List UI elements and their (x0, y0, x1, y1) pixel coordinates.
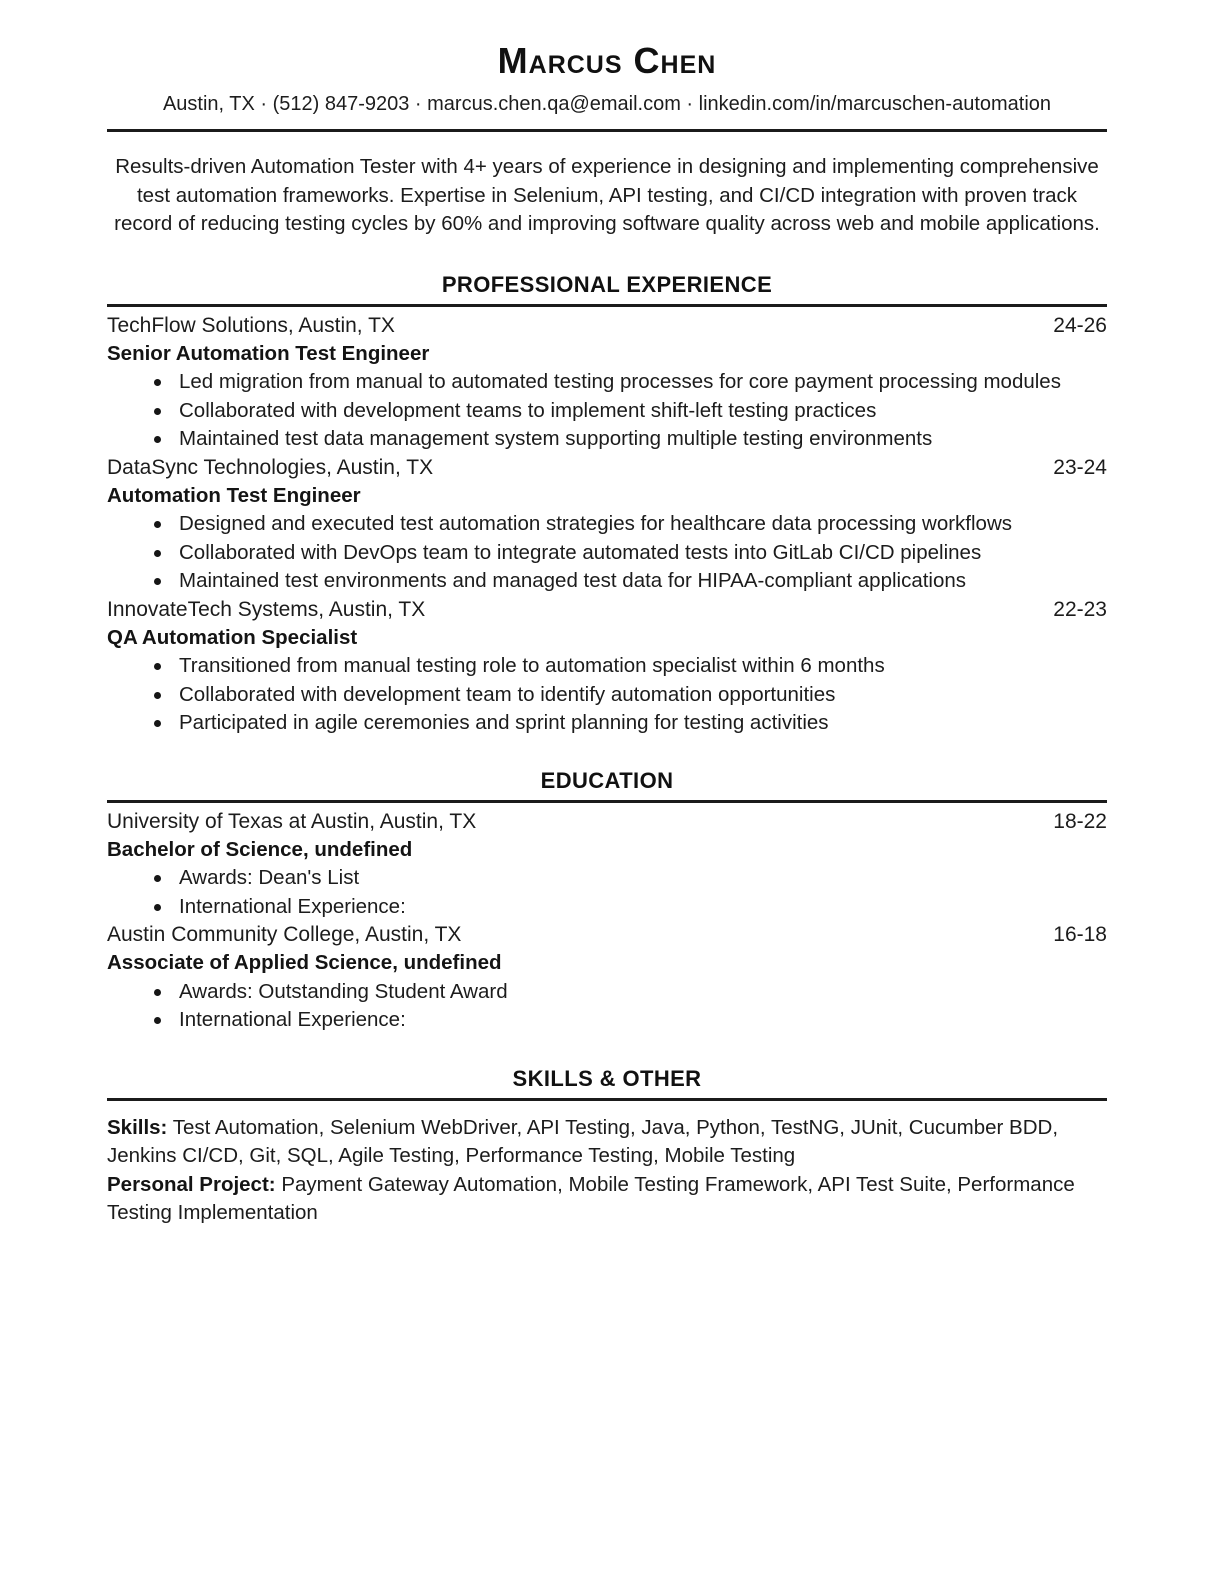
skills-label: Skills: (107, 1115, 168, 1139)
bullet-icon (154, 663, 161, 670)
school-name: University of Texas at Austin, Austin, TX (107, 809, 477, 833)
section-education (107, 768, 1107, 1035)
bullet-text: Transitioned from manual testing role to automation specialist within 6 months (179, 654, 885, 677)
bullet-item (107, 368, 1107, 397)
job-role: QA Automation Specialist (107, 625, 358, 649)
company-name: InnovateTech Systems, Austin, TX (107, 597, 426, 621)
bullet-text: International Experience: (179, 894, 406, 918)
bullet-icon (154, 989, 161, 996)
bullet-text: Awards: Outstanding Student Award (179, 979, 508, 1003)
education-dates: 16-18 (1053, 923, 1107, 946)
bullet-icon (154, 408, 161, 415)
section-title-education: EDUCATION (540, 767, 674, 793)
header-divider (107, 129, 1107, 132)
experience-divider (107, 304, 1107, 307)
company-name: TechFlow Solutions, Austin, TX (107, 313, 395, 337)
company-name: DataSync Technologies, Austin, TX (107, 455, 434, 479)
bullet-icon (154, 436, 161, 443)
job-bullet-list (107, 368, 1107, 454)
bullet-text: Participated in agile ceremonies and sprint planning for testing activities (179, 711, 829, 734)
bullet-item (107, 709, 1107, 738)
job-entry (107, 312, 1107, 454)
job-entry (107, 454, 1107, 596)
bullet-item (107, 893, 1107, 922)
bullet-item (107, 864, 1107, 893)
bullet-text: Collaborated with DevOps team to integrate automated tests into GitLab CI/CD pipelines (179, 540, 982, 564)
bullet-item (107, 1006, 1107, 1035)
bullet-icon (154, 1017, 161, 1024)
bullet-item (107, 652, 1107, 681)
education-entry (107, 921, 1107, 1035)
bullet-item (107, 539, 1107, 568)
bullet-icon (154, 521, 161, 528)
section-experience (107, 272, 1107, 738)
education-bullet-list (107, 978, 1107, 1035)
job-role: Automation Test Engineer (107, 483, 361, 507)
bullet-item (107, 397, 1107, 426)
section-title-experience: PROFESSIONAL EXPERIENCE (441, 271, 773, 297)
bullet-item (107, 510, 1107, 539)
bullet-icon (154, 720, 161, 727)
job-bullet-list (107, 510, 1107, 596)
project-label: Personal Project: (107, 1172, 276, 1196)
skills-divider (107, 1098, 1107, 1101)
bullet-text: Led migration from manual to automated testing processes for core payment processing modules (179, 370, 1061, 393)
bullet-text: International Experience: (179, 1008, 406, 1031)
skills-list: Test Automation, Selenium WebDriver, API Testing, Java, Python, TestNG, JUnit, Cucumber BDD, Jenkins CI/CD, Git, SQL, Agile Testing, Performance Testing, Mobile Testing (107, 1115, 1059, 1167)
bullet-text: Maintained test environments and managed test data for HIPAA-compliant applications (179, 569, 967, 592)
bullet-item (107, 978, 1107, 1007)
bullet-icon (154, 550, 161, 557)
job-dates: 24-26 (1053, 313, 1107, 337)
bullet-item (107, 681, 1107, 710)
contact-line: Austin, TX · (512) 847-9203 · marcus.chen.qa@email.com · linkedin.com/in/marcuschen-automation (162, 93, 1052, 115)
skills-paragraph (107, 1114, 1107, 1228)
bullet-item (107, 425, 1107, 454)
bullet-icon (154, 904, 161, 911)
degree-name: Associate of Applied Science, undefined (107, 951, 502, 974)
school-name: Austin Community College, Austin, TX (107, 923, 462, 946)
bullet-text: Awards: Dean's List (179, 866, 360, 889)
project-list: Payment Gateway Automation, Mobile Testing Framework, API Test Suite, Performance Testing Implementation (107, 1172, 1075, 1224)
section-skills (107, 1066, 1107, 1228)
bullet-text: Collaborated with development teams to implement shift-left testing practices (179, 398, 877, 422)
bullet-icon (154, 578, 161, 585)
degree-name: Bachelor of Science, undefined (107, 837, 413, 861)
job-role: Senior Automation Test Engineer (107, 341, 430, 365)
job-bullet-list (107, 652, 1107, 738)
summary-text: Results-driven Automation Tester with 4+ years of experience in designing and implementing comprehensive test automation frameworks. Expertise in Selenium, API testing, and CI/CD integration with proven track record of reducing testing cycles by 60% and improving software quality across web and mobile applications. (114, 155, 1100, 235)
education-dates: 18-22 (1053, 809, 1107, 833)
bullet-text: Designed and executed test automation strategies for healthcare data processing workflows (179, 512, 1013, 535)
job-dates: 23-24 (1053, 455, 1107, 479)
section-title-skills: SKILLS & OTHER (512, 1065, 702, 1091)
bullet-text: Maintained test data management system supporting multiple testing environments (179, 427, 933, 450)
education-divider (107, 800, 1107, 803)
job-entry (107, 596, 1107, 738)
education-bullet-list (107, 864, 1107, 921)
bullet-item (107, 567, 1107, 596)
bullet-icon (154, 379, 161, 386)
bullet-icon (154, 692, 161, 699)
education-entry (107, 808, 1107, 922)
bullet-text: Collaborated with development team to identify automation opportunities (179, 682, 836, 706)
job-dates: 22-23 (1053, 597, 1107, 621)
bullet-icon (154, 875, 161, 882)
person-name: Marcus Chen (497, 40, 717, 81)
